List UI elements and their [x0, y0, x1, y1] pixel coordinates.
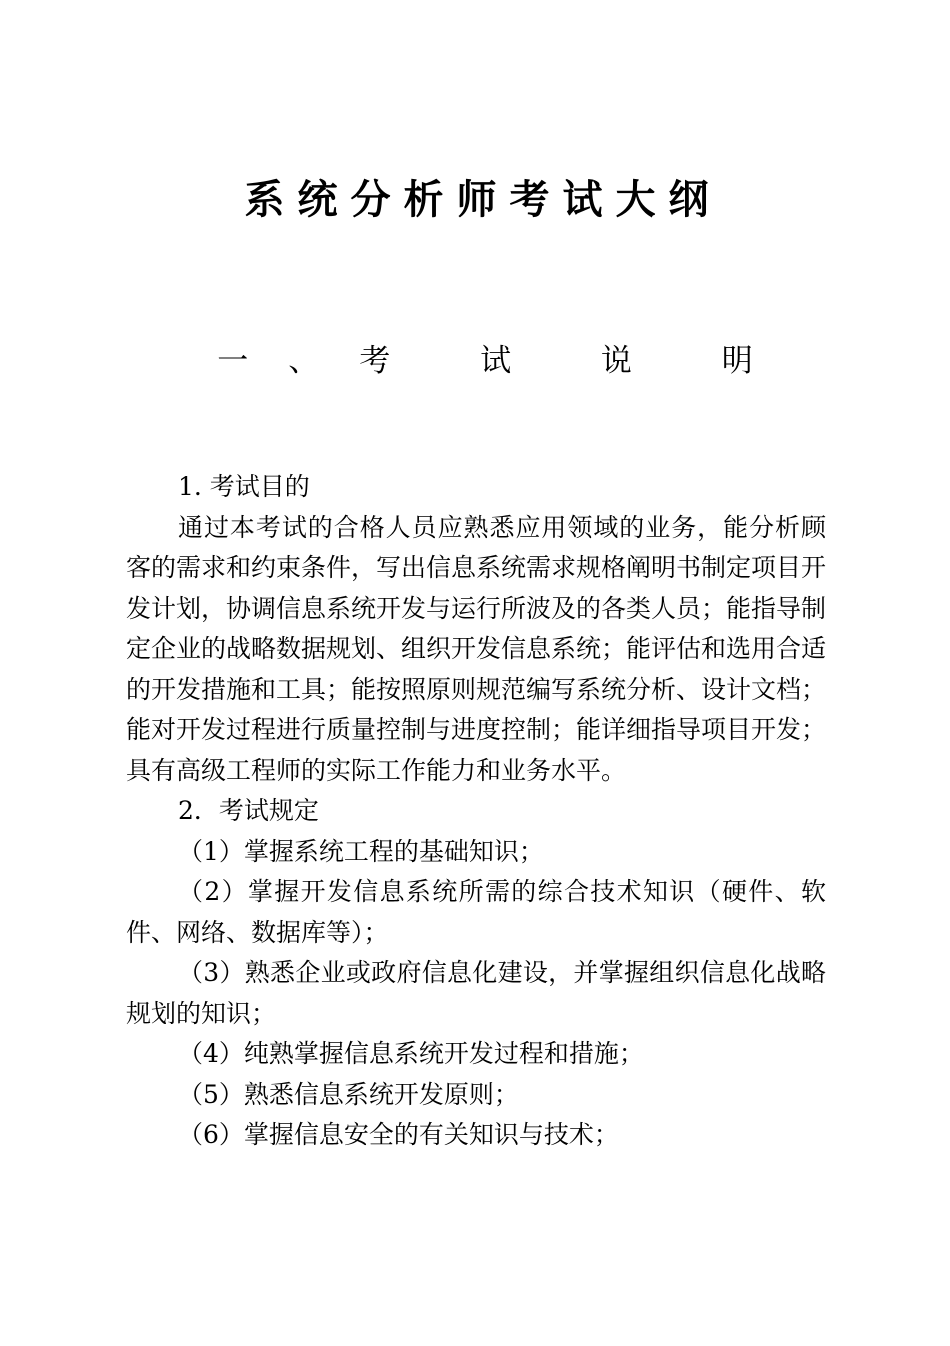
exam-rule-item: （2）掌握开发信息系统所需的综合技术知识（硬件、软件、网络、数据库等）；	[126, 877, 826, 947]
exam-rule-item: （6）掌握信息安全的有关知识与技术；	[178, 1120, 619, 1149]
section-title: 一、考 试 说 明	[217, 343, 793, 379]
exam-rule-item: （5）熟悉信息系统开发原则；	[178, 1079, 519, 1109]
exam-purpose-heading: 1. 考试目的	[178, 472, 310, 501]
document-body	[126, 467, 826, 1156]
exam-rule-item: （4）纯熟掌握信息系统开发过程和措施；	[178, 1039, 644, 1068]
exam-rule-item: （1）掌握系统工程的基础知识；	[178, 836, 544, 866]
document-title: 系统分析师考试大纲	[244, 177, 722, 223]
exam-purpose-paragraph: 通过本考试的合格人员应熟悉应用领域的业务，能分析顾客的需求和约束条件，写出信息系统需求规格阐明书制定项目开发计划，协调信息系统开发与运行所波及的各类人员；能指导制定企业的战略数据规划、组织开发信息系统；能评估和选用合适的开发措施和工具；能按照原则规范编写系统分析、设计文档；能对开发过程进行质量控制与进度控制；能详细指导项目开发；具有高级工程师的实际工作能力和业务水平。	[126, 512, 827, 785]
exam-rules-heading: 2．考试规定	[178, 796, 319, 825]
exam-rule-item: （3）熟悉企业或政府信息化建设，并掌握组织信息化战略规划的知识；	[126, 958, 826, 1028]
